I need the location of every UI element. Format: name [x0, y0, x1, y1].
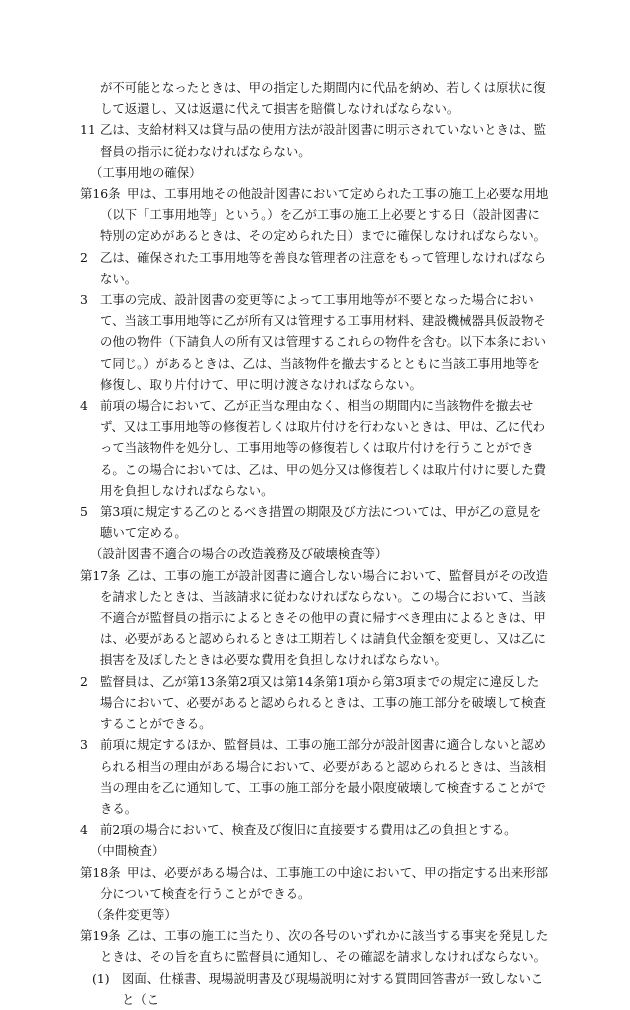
- article-17: [80, 565, 550, 671]
- section-heading-land: [80, 162, 550, 183]
- clause-text: 工事の完成、設計図書の変更等によって工事用地等が不要となった場合において、当該工事用地等に乙が所有又は管理する工事用材料、建設機械器具仮設物その他の物件（下請負人の所有又は管理するこれらの物件を含む。以下本条において同じ。）があるときは、乙は、当該物件を撤去するとともに当該工事用地等を修復し、取り片付けて、甲に明け渡さなければならない。: [100, 292, 547, 392]
- clause-text: 前項に規定するほか、監督員は、工事の施工部分が設計図書に適合しないと認められる相当の理由がある場合において、必要があると認められるときは、当該相当の理由を乙に通知して、工事の施工部分を最小限度破壊して検査することができる。: [100, 737, 547, 816]
- item-1: [80, 968, 550, 1010]
- heading-text: （中間検査）: [90, 843, 165, 859]
- article-text: 甲は、必要がある場合は、工事施工の中途において、甲の指定する出来形部分について検査を行うことができる。: [100, 864, 549, 901]
- article-text: 乙は、工事の施工が設計図書に適合しない場合において、監督員がその改造を請求したときは、当該請求に従わなければならない。この場合において、当該不適合が監督員の指示によるときその他甲の責に帰すべき理由によるときは、甲は、必要があると認められるときは工期若しくは請負代金額を変更し、又は乙に損害を及ぼしたときは必要な費用を負担しなければならない。: [100, 567, 549, 668]
- clause-11: [80, 119, 550, 161]
- article-text: 乙は、工事の施工に当たり、次の各号のいずれかに該当する事実を発見したときは、その旨を直ちに監督員に通知し、その確認を請求しなければならない。: [100, 928, 549, 965]
- clause-number: 5: [80, 504, 88, 520]
- clause-16-5: [80, 501, 550, 543]
- clause-text: 前2項の場合において、検査及び復旧に直接要する費用は乙の負担とする。: [100, 822, 517, 838]
- clause-17-2: [80, 671, 550, 735]
- clause-16-4: [80, 395, 550, 501]
- article-18: [80, 862, 550, 904]
- continuation-paragraph: [80, 77, 550, 119]
- clause-text: 乙は、支給材料又は貸与品の使用方法が設計図書に明示されていないときは、監督員の指示に従わなければならない。: [100, 122, 547, 159]
- clause-number: 3: [80, 737, 88, 753]
- clause-number: 3: [80, 292, 88, 308]
- clause-number: 2: [80, 249, 88, 265]
- article-number: 第16条: [80, 186, 121, 202]
- paragraph-text: が不可能となったときは、甲の指定した期間内に代品を納め、若しくは原状に復して返還し、又は返還に代えて損害を賠償しなければならない。: [100, 80, 546, 117]
- article-19: [80, 925, 550, 967]
- clause-text: 監督員は、乙が第13条第2項又は第14条第1項から第3項までの規定に違反した場合において、必要があると認められるときは、工事の施工部分を破壊して検査することができる。: [100, 673, 546, 732]
- section-heading-condition-change: [80, 904, 550, 925]
- article-number: 第19条: [80, 928, 121, 944]
- clause-text: 第3項に規定する乙のとるべき措置の期限及び方法については、甲が乙の意見を聴いて定める。: [100, 504, 542, 541]
- clause-number: 4: [80, 822, 88, 838]
- clause-number: 11: [80, 122, 96, 138]
- clause-16-2: [80, 247, 550, 289]
- heading-text: （設計図書不適合の場合の改造義務及び破壊検査等）: [90, 546, 388, 562]
- article-number: 第18条: [80, 864, 121, 880]
- clause-number: 4: [80, 398, 88, 414]
- clause-number: 2: [80, 673, 88, 689]
- heading-text: （条件変更等）: [90, 906, 177, 922]
- item-number: (1): [92, 970, 110, 986]
- section-heading-nonconformity: [80, 543, 550, 564]
- clause-16-3: [80, 289, 550, 395]
- clause-text: 前項の場合において、乙が正当な理由なく、相当の期間内に当該物件を撤去せず、又は工事用地等の修復若しくは取片付けを行わないときは、甲は、乙に代わって当該物件を処分し、工事用地等の修復若しくは取片付けを行うことができる。この場合においては、乙は、甲の処分又は修復若しくは取片付けに要した費用を負担しなければならない。: [100, 398, 547, 498]
- item-text: 図面、仕様書、現場説明書及び現場説明に対する質問回答書が一致しないこと（こ: [122, 970, 544, 1007]
- clause-text: 乙は、確保された工事用地等を善良な管理者の注意をもって管理しなければならない。: [100, 249, 547, 286]
- heading-text: （工事用地の確保）: [90, 164, 202, 180]
- article-16: [80, 183, 550, 247]
- section-heading-interim-inspection: [80, 840, 550, 861]
- clause-17-3: [80, 734, 550, 819]
- article-text: 甲は、工事用地その他設計図書において定められた工事の施工上必要な用地（以下「工事用地等」という。）を乙が工事の施工上必要とする日（設計図書に特別の定めがあるときは、その定められた日）までに確保しなければならない。: [100, 186, 549, 244]
- article-number: 第17条: [80, 567, 121, 583]
- clause-17-4: [80, 819, 550, 840]
